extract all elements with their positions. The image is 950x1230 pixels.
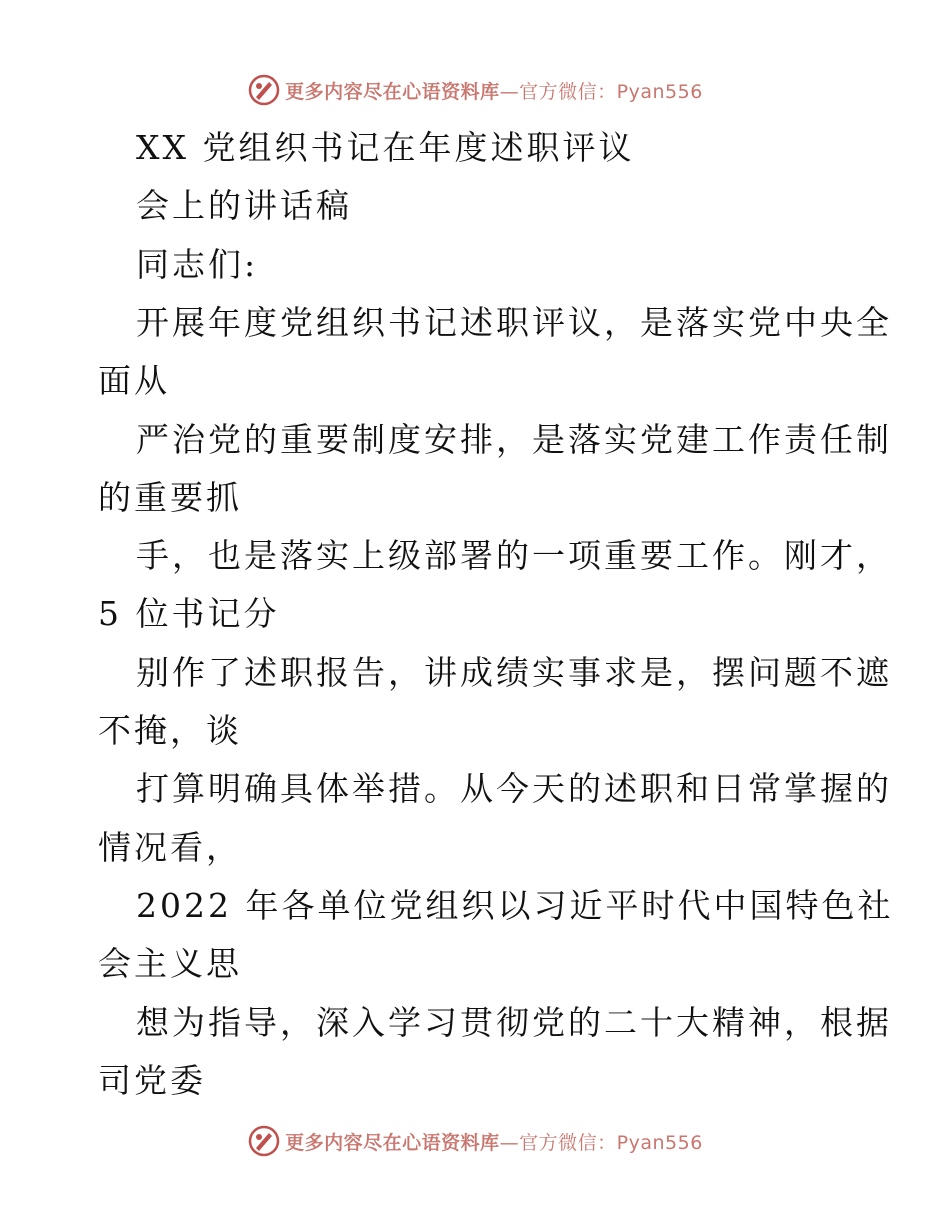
document-line: 会主义思 (98, 944, 242, 983)
document-line: 同志们: (136, 245, 259, 284)
header-watermark (0, 70, 950, 110)
brand-logo-icon (247, 1124, 281, 1158)
document-line: XX 党组织书记在年度述职评议 (136, 128, 635, 167)
document-line: 2022 年各单位党组织以习近平时代中国特色社 (136, 886, 894, 925)
document-line: 不掩，谈 (98, 711, 242, 750)
document-line: 5 位书记分 (98, 594, 280, 633)
footer-watermark (0, 1121, 950, 1161)
document-line: 想为指导，深入学习贯彻党的二十大精神，根据 (136, 1003, 892, 1042)
document-line: 开展年度党组织书记述职评议，是落实党中央全 (136, 303, 892, 342)
watermark-text: 更多内容尽在心语资料库—官方微信：Pyan556 (285, 1131, 703, 1154)
document-line: 别作了述职报告，讲成绩实事求是，摆问题不遮 (136, 653, 892, 692)
document-line: 打算明确具体举措。从今天的述职和日常掌握的 (136, 769, 892, 808)
document-line: 情况看， (98, 828, 242, 867)
document-line: 面从 (98, 361, 170, 400)
brand-logo-icon (247, 73, 281, 107)
watermark-text: 更多内容尽在心语资料库—官方微信：Pyan556 (285, 80, 703, 103)
document-line: 的重要抓 (98, 478, 242, 517)
document-line: 手，也是落实上级部署的一项重要工作。刚才， (136, 536, 892, 575)
document-line: 司党委 (98, 1061, 206, 1100)
document-line: 严治党的重要制度安排，是落实党建工作责任制 (136, 420, 892, 459)
document-line: 会上的讲话稿 (136, 186, 352, 225)
